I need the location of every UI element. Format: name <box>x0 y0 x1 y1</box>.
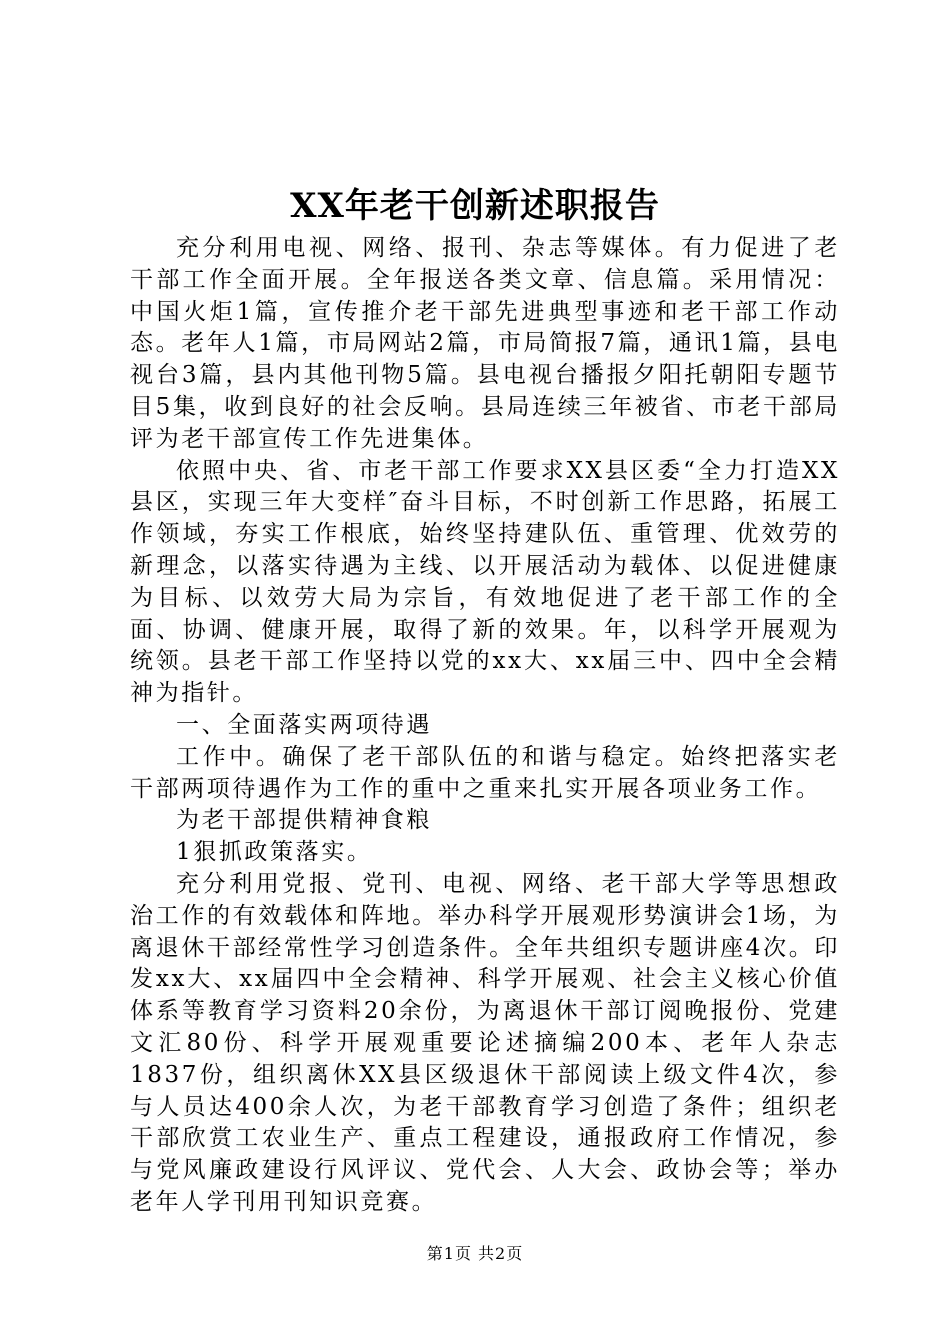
paragraph-work-requirements: 依照中央、省、市老干部工作要求XX县区委“全力打造XX县区，实现三年大变样″奋斗目标，不时创新工作思路，拓展工作领域，夯实工作根底，始终坚持建队伍、重管理、优效劳的新理念，以落实待遇为主线、以开展活动为载体、以促进健康为目标、以效劳大局为宗旨，有效地促进了老干部工作的全面、协调、健康开展，取得了新的效果。年，以科学开展观为统领。县老干部工作坚持以党的xx大、xx届三中、四中全会精神为指针。 <box>130 457 840 707</box>
paragraph-treatment-work: 工作中。确保了老干部队伍的和谐与稳定。始终把落实老干部两项待遇作为工作的重中之重来扎实开展各项业务工作。 <box>130 743 840 802</box>
page-number-footer: 第1页 共2页 <box>426 1244 524 1263</box>
paragraph-education-study: 充分利用党报、党刊、电视、网络、老干部大学等思想政治工作的有效载体和阵地。举办科学开展观形势演讲会1场，为离退休干部经常性学习创造条件。全年共组织专题讲座4次。印发xx大、xx届四中全会精神、科学开展观、社会主义核心价值体系等教育学习资料20余份，为离退休干部订阅晚报份、党建文汇80份、科学开展观重要论述摘编200本、老年人杂志1837份，组织离休XX县区级退休干部阅读上级文件4次，参与人员达400余人次，为老干部教育学习创造了条件；组织老干部欣赏工农业生产、重点工程建设，通报政府工作情况，参与党风廉政建设行风评议、党代会、人大会、政协会等；举办老年人学刊用刊知识竞赛。 <box>130 870 840 1215</box>
subheading-policy-implementation: 1狠抓政策落实。 <box>176 839 373 866</box>
subheading-spiritual-food: 为老干部提供精神食粮 <box>176 807 432 834</box>
paragraph-media-publicity: 充分利用电视、网络、报刊、杂志等媒体。有力促进了老干部工作全面开展。全年报送各类文章、信息篇。采用情况：中国火炬1篇，宣传推介老干部先进典型事迹和老干部工作动态。老年人1篇，市局网站2篇，市局简报7篇，通讯1篇，县电视台3篇，县内其他刊物5篇。县电视台播报夕阳托朝阳专题节目5集，收到良好的社会反响。县局连续三年被省、市老干部局评为老干部宣传工作先进集体。 <box>130 235 840 452</box>
section-heading-two-treatments: 一、全面落实两项待遇 <box>176 711 432 738</box>
document-body <box>130 233 840 1219</box>
document-title: XX年老干创新述职报告 <box>290 186 660 226</box>
